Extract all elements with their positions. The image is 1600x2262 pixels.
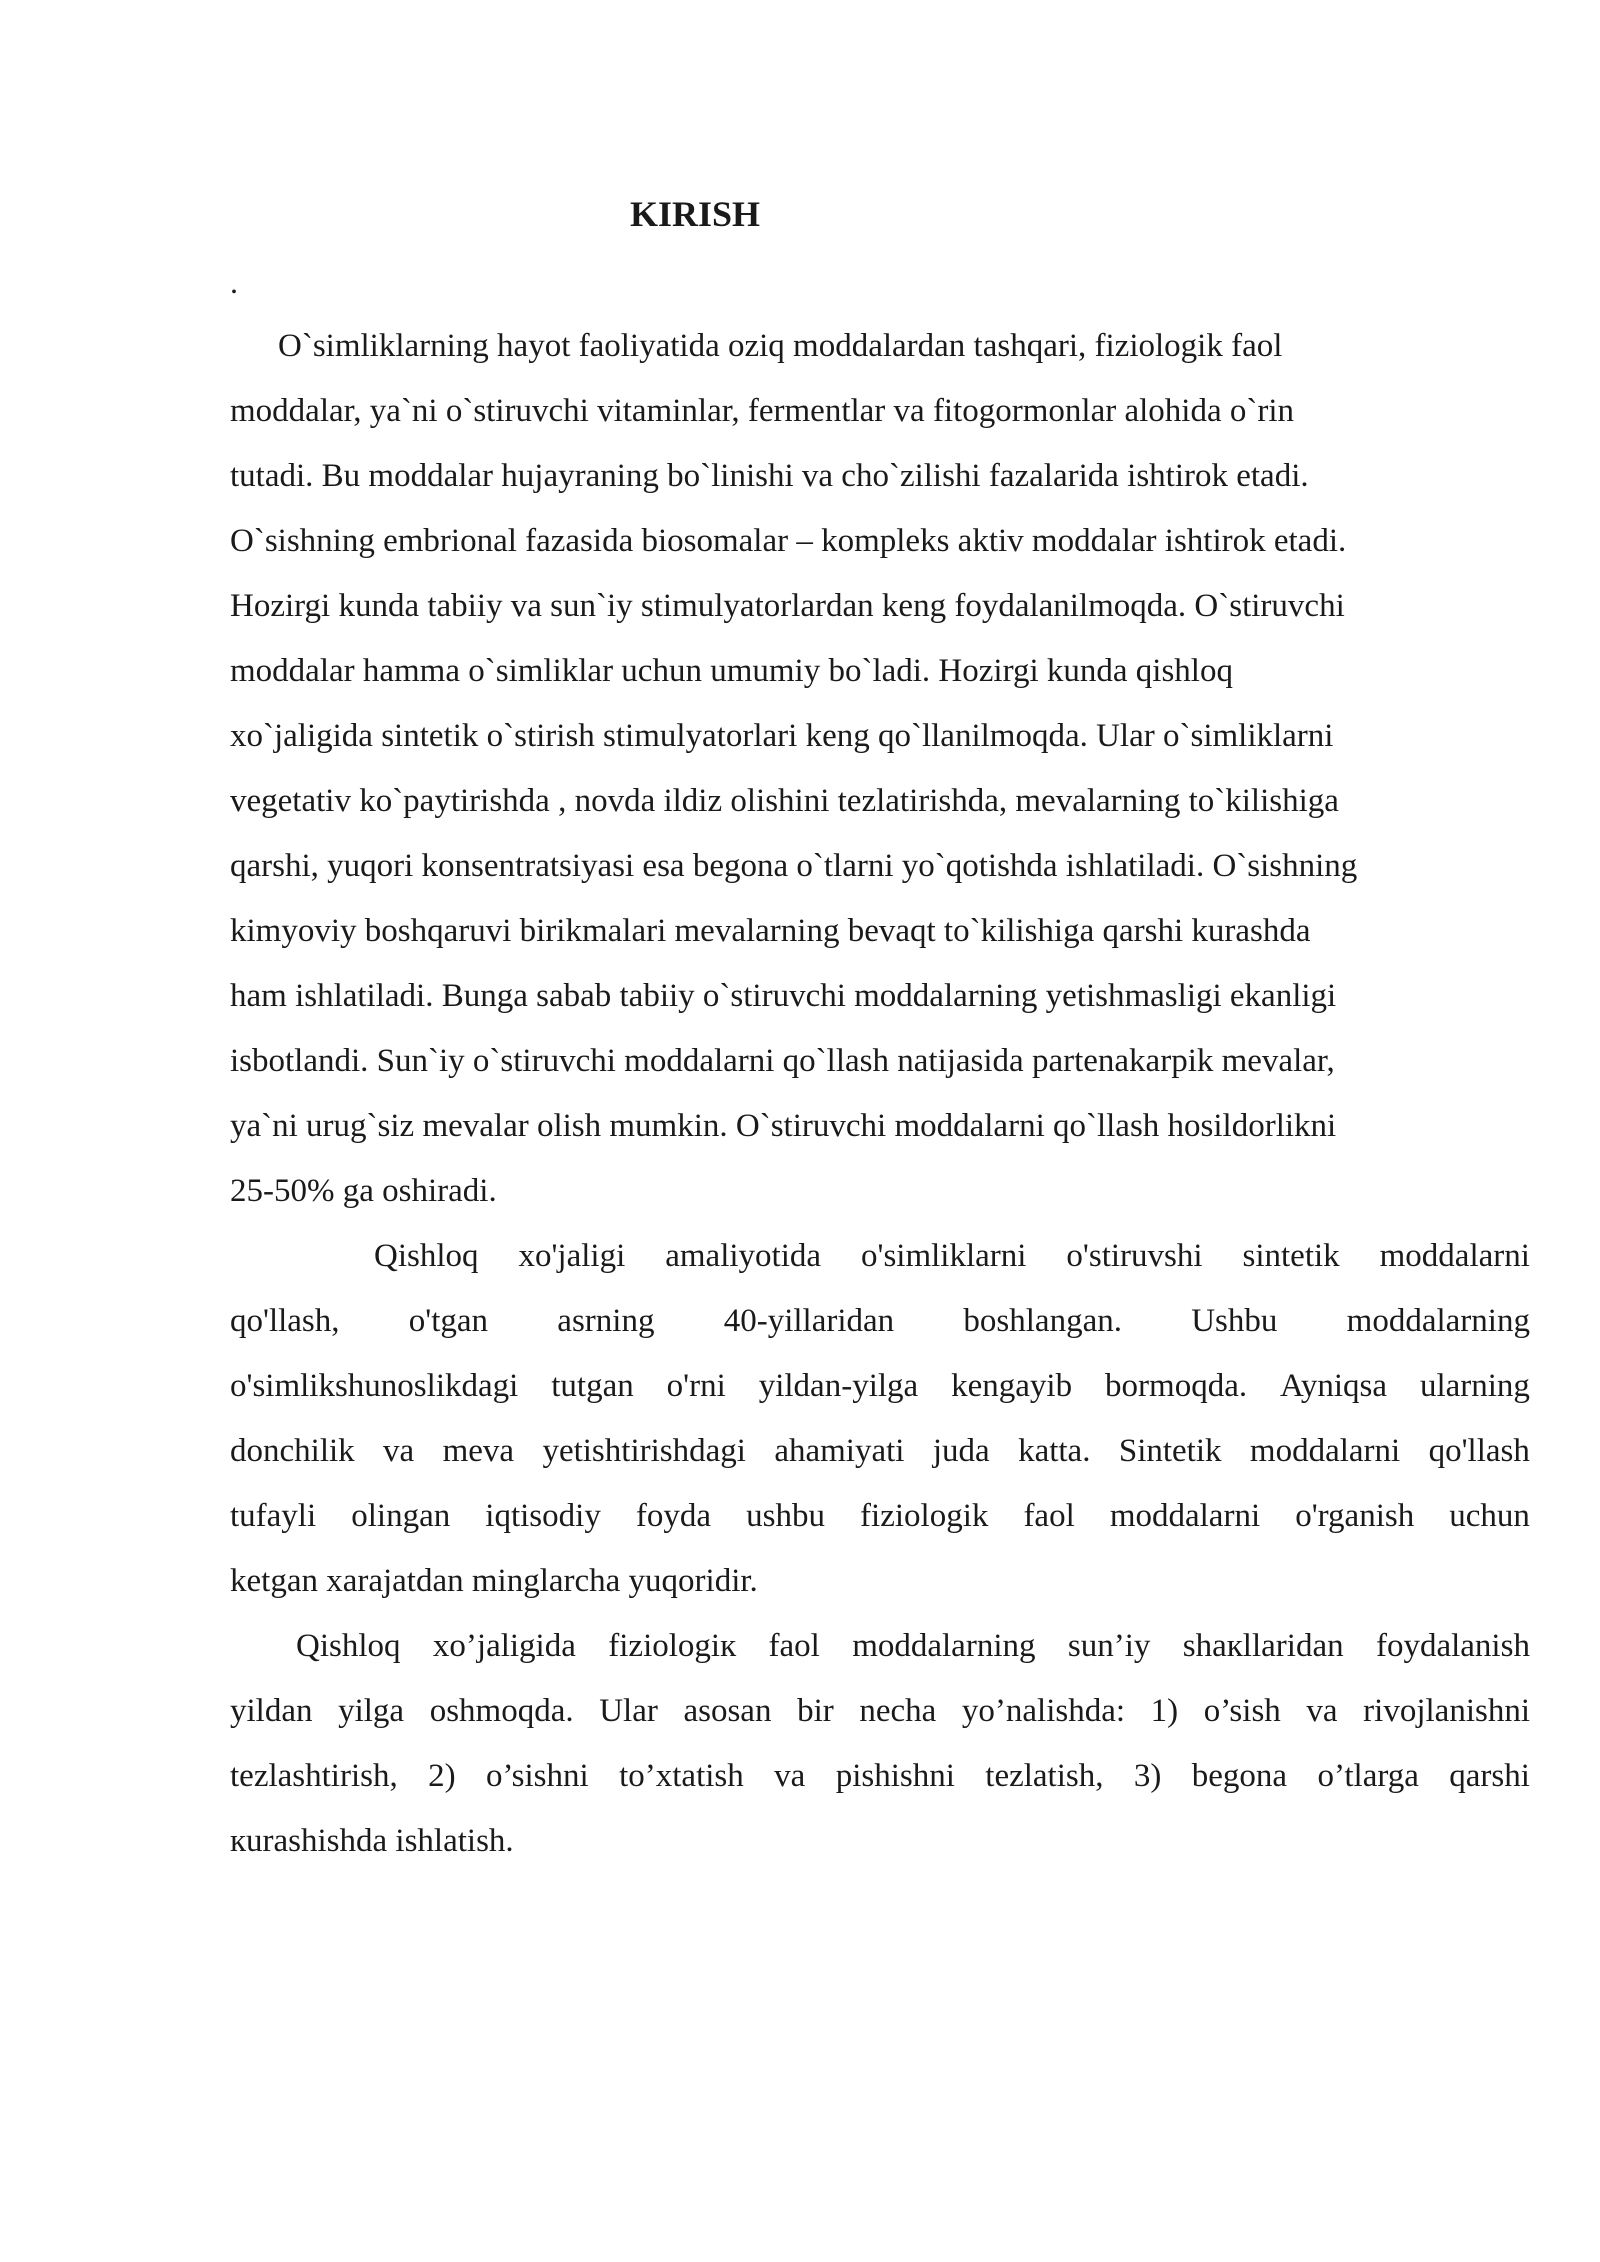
word: Ushbu: [1191, 1303, 1278, 1339]
word: ularning: [1419, 1368, 1530, 1404]
word: yildan-yilga: [758, 1368, 919, 1404]
word: olingan: [351, 1498, 451, 1534]
word: asrning: [557, 1303, 655, 1339]
paragraph-1-line: moddalar, ya`ni o`stiruvchi vitaminlar, fermentlar va fitogormonlar alohida o`rin: [230, 393, 1295, 429]
word: moddalarning: [852, 1628, 1036, 1664]
word: va: [1306, 1693, 1338, 1729]
word: 1): [1150, 1693, 1179, 1729]
word: begona: [1191, 1758, 1288, 1794]
paragraph-1-line: xo`jaligida sintetik o`stirish stimulyatorlari keng qo`llanilmoqda. Ular o`simliklarni: [230, 718, 1334, 754]
word: o'simlikshunoslikdagi: [230, 1368, 519, 1404]
word: foyda: [635, 1498, 712, 1534]
word: bormoqda.: [1105, 1368, 1248, 1404]
word: qarshi: [1449, 1758, 1530, 1794]
paragraph-3-line: [230, 1689, 1530, 1733]
page-title: KIRISH: [629, 194, 761, 234]
word: pishishni: [835, 1758, 955, 1794]
paragraph-3-line: [296, 1624, 1530, 1668]
word: iqtisodiy: [485, 1498, 601, 1534]
word: 2): [428, 1758, 456, 1794]
word: fiziologiк: [608, 1628, 737, 1664]
word: Qishloq: [374, 1238, 479, 1274]
word: oshmoqda.: [429, 1693, 574, 1729]
paragraph-1-line: kimyoviy boshqaruvi birikmalari mevalarning bevaqt to`kilishiga qarshi kurashda: [230, 913, 1311, 949]
word: yo’nalishda:: [961, 1693, 1126, 1729]
word: faol: [768, 1628, 820, 1664]
word: tezlashtirish,: [230, 1758, 398, 1794]
paragraph-1-line: qarshi, yuqori konsentratsiyasi esa begona o`tlarni yo`qotishda ishlatiladi. O`sishning: [230, 848, 1358, 884]
word: ushbu: [746, 1498, 825, 1534]
word: qo'llash,: [230, 1303, 340, 1339]
word: bir: [797, 1693, 834, 1729]
paragraph-2-line: [230, 1494, 1530, 1538]
word: o'rni: [666, 1368, 726, 1404]
paragraph-1-line: vegetativ ko`paytirishda , novda ildiz olishini tezlatirishda, mevalarning to`kilishiga: [230, 783, 1339, 819]
word: va: [383, 1433, 415, 1469]
paragraph-3-line: [230, 1754, 1530, 1798]
word: yetishtirishdagi: [542, 1433, 746, 1469]
paragraph-1-line: moddalar hamma o`simliklar uchun umumiy bo`ladi. Hozirgi kunda qishloq: [230, 653, 1233, 689]
word: moddalarning: [1346, 1303, 1530, 1339]
paragraph-1-line: 25-50% ga oshiradi.: [230, 1173, 497, 1209]
word: to’xtatish: [619, 1758, 744, 1794]
paragraph-2-line: ketgan xarajatdan minglarcha yuqoridir.: [230, 1563, 758, 1599]
word: xo’jaligida: [432, 1628, 576, 1664]
word: xo'jaligi: [518, 1238, 626, 1274]
word: o'tgan: [408, 1303, 489, 1339]
word: boshlangan.: [963, 1303, 1122, 1339]
word: tutgan: [551, 1368, 634, 1404]
word: yildan: [230, 1693, 313, 1729]
word: Sintetik: [1118, 1433, 1222, 1469]
paragraph-2-line: [230, 1364, 1530, 1408]
word: sun’iy: [1067, 1628, 1151, 1664]
word: Ayniqsa: [1280, 1368, 1387, 1404]
paragraph-1-line: Hozirgi kunda tabiiy va sun`iy stimulyatorlardan keng foydalanilmoqda. O`stiruvchi: [230, 588, 1345, 624]
word: Qishloq: [296, 1628, 401, 1664]
word: o’tlarga: [1317, 1758, 1419, 1794]
word: foydalanish: [1375, 1628, 1530, 1664]
word: asosan: [683, 1693, 772, 1729]
paragraph-2-line: [374, 1234, 1530, 1278]
paragraph-2-line: [230, 1429, 1530, 1473]
word: va: [774, 1758, 806, 1794]
word: rivojlanishni: [1363, 1693, 1530, 1729]
word: sintetik: [1242, 1238, 1340, 1274]
word: 40-yillaridan: [723, 1303, 895, 1339]
word: tufayli: [230, 1498, 317, 1534]
word: faol: [1023, 1498, 1075, 1534]
paragraph-1-line: ham ishlatiladi. Bunga sabab tabiiy o`stiruvchi moddalarning yetishmasligi ekanligi: [230, 978, 1337, 1014]
word: ahamiyati: [774, 1433, 905, 1469]
word: o'rganish: [1295, 1498, 1415, 1534]
paragraph-1-line: tutadi. Bu moddalar hujayraning bo`linishi va cho`zilishi fazalarida ishtirok etadi.: [230, 458, 1309, 494]
paragraph-1-line: isbotlandi. Sun`iy o`stiruvchi moddalarni qo`llash natijasida partenakarpik mevalar,: [230, 1043, 1335, 1079]
word: o'stiruvshi: [1066, 1238, 1203, 1274]
paragraph-3-line: кurashishda ishlatish.: [230, 1823, 514, 1859]
word: o’sish: [1203, 1693, 1281, 1729]
word: shaкllaridan: [1182, 1628, 1344, 1664]
word: 3): [1133, 1758, 1162, 1794]
word: donchilik: [230, 1433, 355, 1469]
stray-dot: .: [230, 264, 238, 300]
word: meva: [442, 1433, 515, 1469]
word: qo'llash: [1428, 1433, 1530, 1469]
paragraph-1-line: O`simliklarning hayot faoliyatida oziq moddalardan tashqari, fiziologik faol: [278, 328, 1283, 364]
word: moddalarni: [1249, 1433, 1401, 1469]
paragraph-1-line: ya`ni urug`siz mevalar olish mumkin. O`stiruvchi moddalarni qo`llash hosildorlikni: [230, 1108, 1337, 1144]
paragraph-2-line: [230, 1299, 1530, 1343]
word: amaliyotida: [665, 1238, 822, 1274]
word: uchun: [1449, 1498, 1530, 1534]
word: moddalarni: [1109, 1498, 1261, 1534]
word: Ular: [599, 1693, 658, 1729]
paragraph-1-line: O`sishning embrional fazasida biosomalar – kompleks aktiv moddalar ishtirok etadi.: [230, 523, 1347, 559]
word: yilga: [338, 1693, 405, 1729]
word: moddalarni: [1379, 1238, 1530, 1274]
word: tezlatish,: [985, 1758, 1104, 1794]
word: o'simliklarni: [861, 1238, 1027, 1274]
word: kengayib: [951, 1368, 1073, 1404]
word: o’sishni: [486, 1758, 589, 1794]
word: necha: [859, 1693, 937, 1729]
word: katta.: [1018, 1433, 1091, 1469]
word: juda: [932, 1433, 990, 1469]
word: fiziologik: [860, 1498, 989, 1534]
